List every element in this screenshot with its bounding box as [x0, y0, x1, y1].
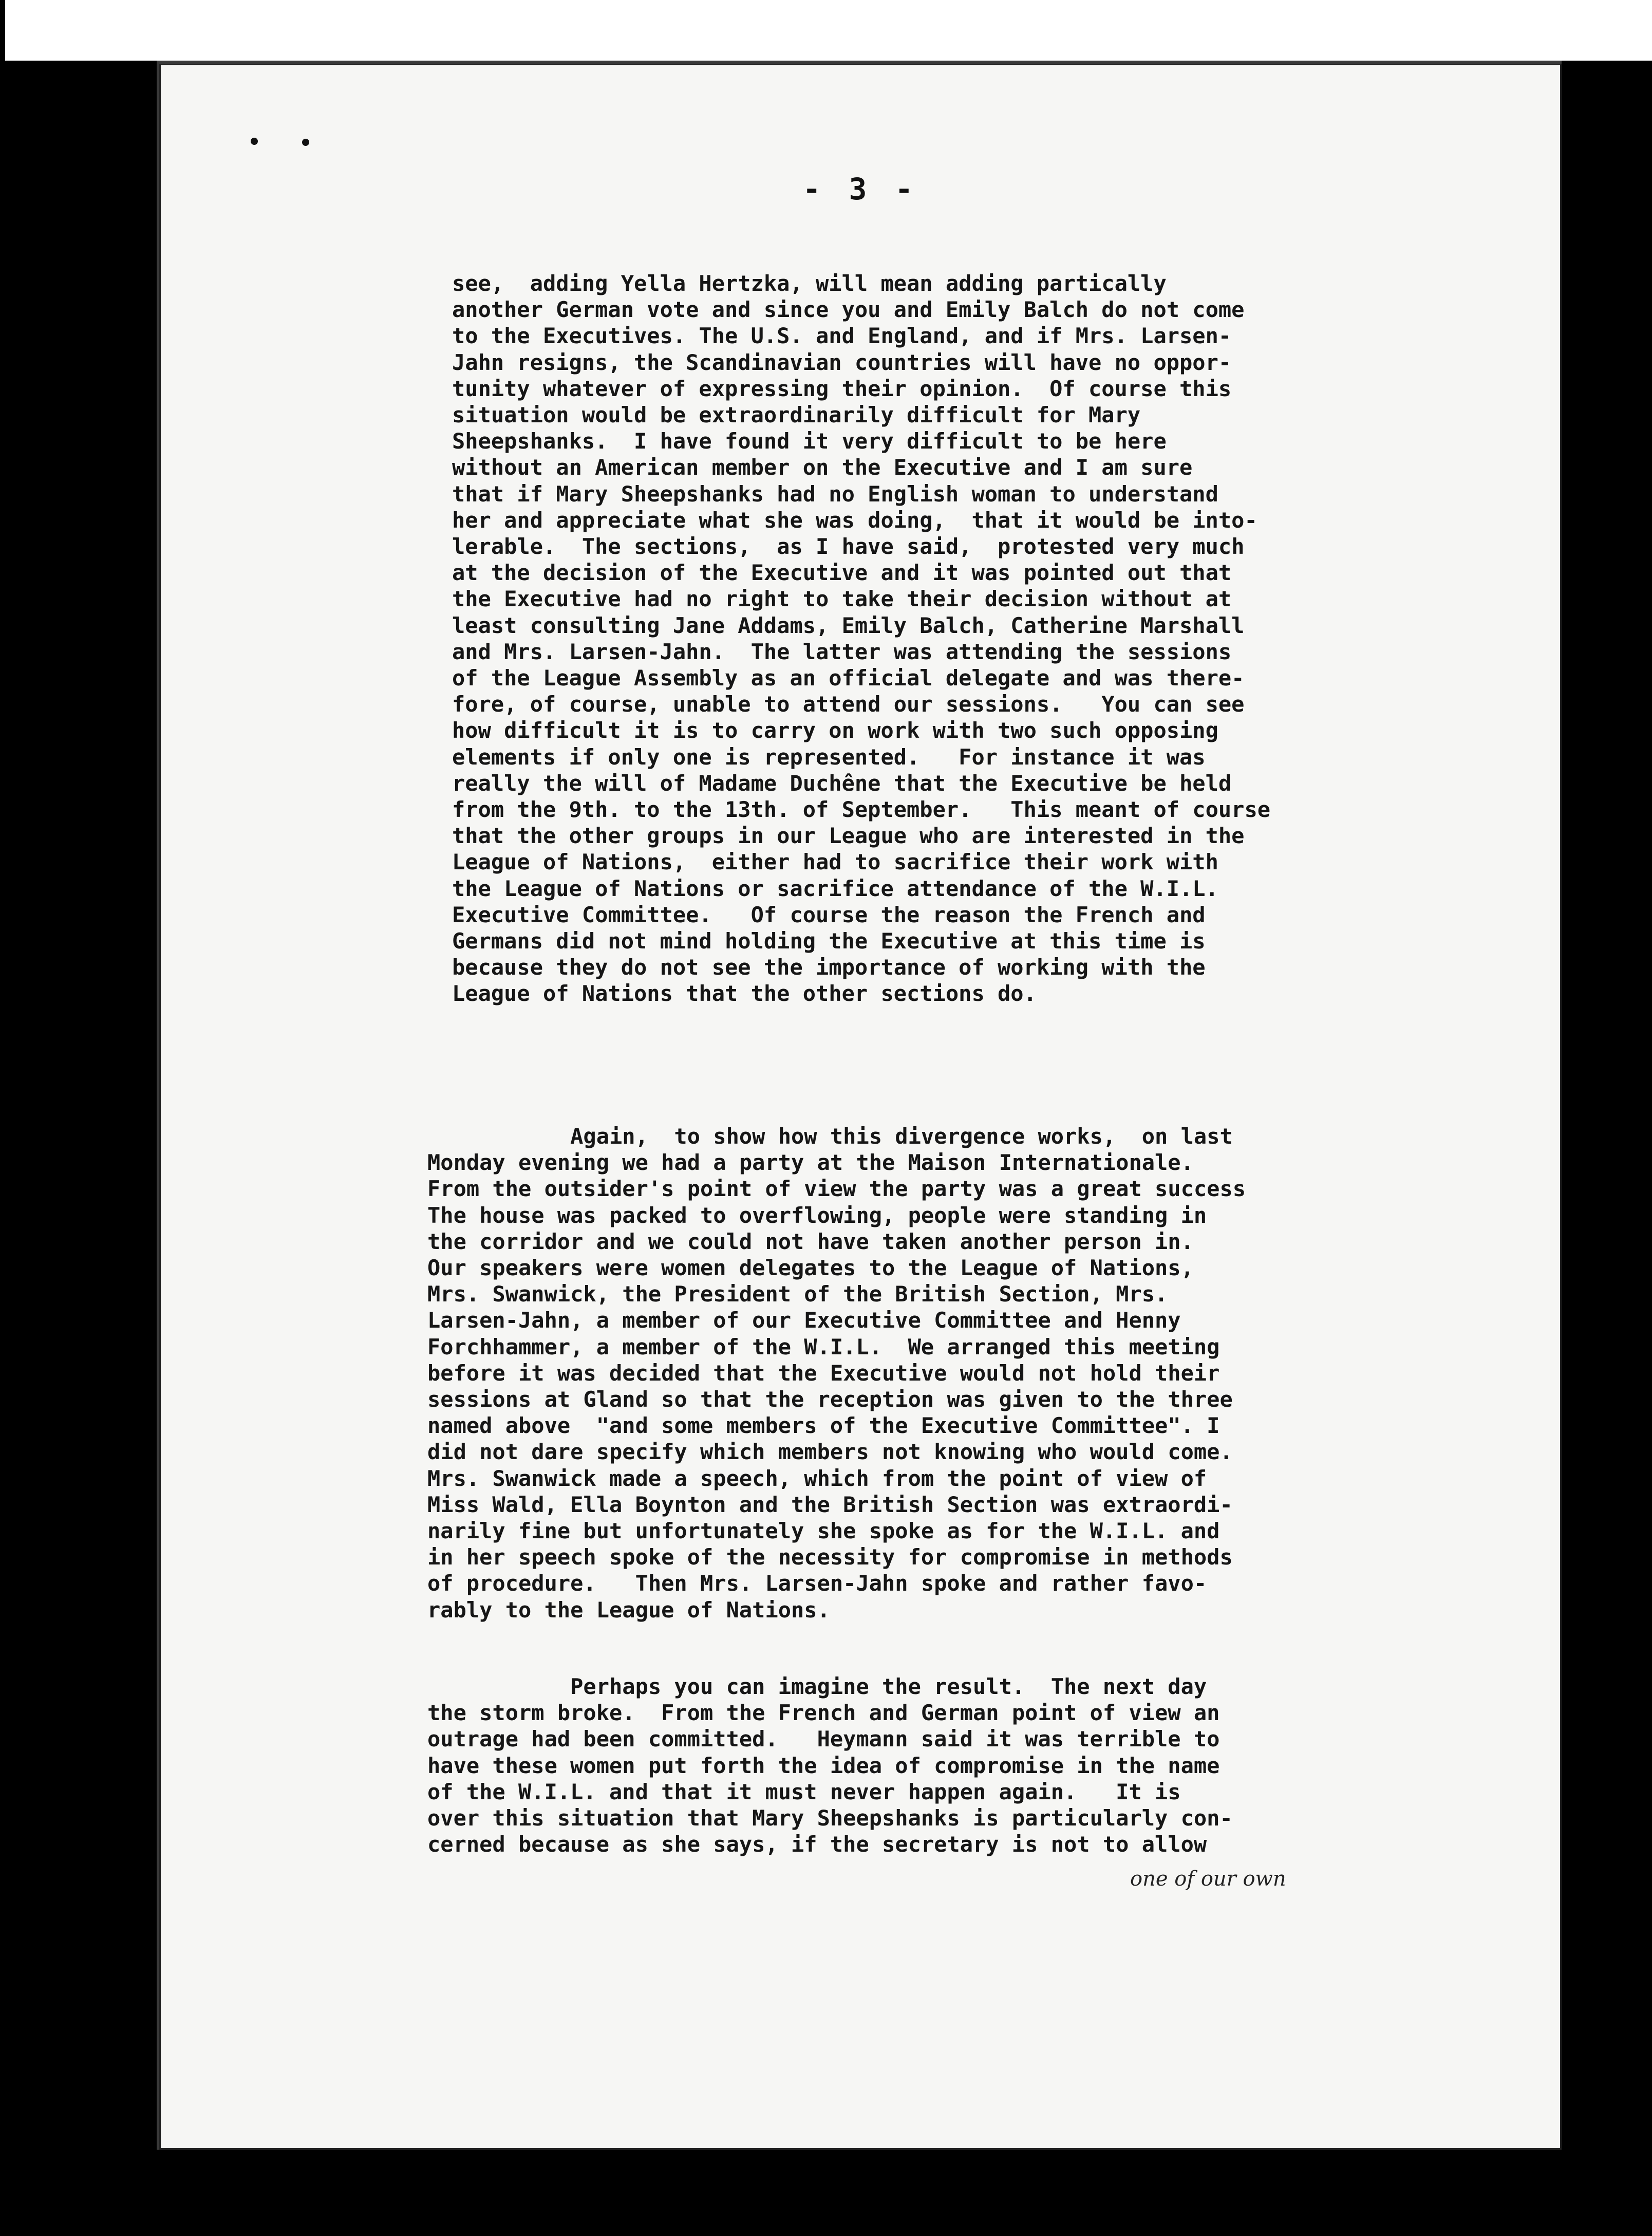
- page-number: - 3 -: [802, 172, 918, 207]
- top-edge: [5, 0, 1652, 61]
- margin-dot: [251, 138, 258, 145]
- handwritten-note: one of our own: [1130, 1867, 1286, 1891]
- document-page: [157, 61, 1562, 2150]
- paragraph-3: Perhaps you can imagine the result. The next day the storm broke. From the French and German point of view an outrage had been committed. Heymann said it was terrible to have these women put forth the idea of compromise in the name of the W.I.L. and that it must never happen again. It is over this situation that Mary Sheepshanks is particularly con- cerned because as she says, if the secretary is not to allow: [427, 1674, 1233, 1857]
- paragraph-1: see, adding Yella Hertzka, will mean adding partically another German vote and since you and Emily Balch do not come to the Executives. The U.S. and England, and if Mrs. Larsen- Jahn resigns, the Scandinavian countries will have no oppor- tunity whatever of expressing their opinion. Of course this situation would be extraordinarily difficult for Mary Sheepshanks. I have found it very difficult to be here without an American member on the Executive and I am sure that if Mary Sheepshanks had no English woman to understand her and appreciate what she was doing, that it would be into- lerable. The sections, as I have said, protested very much at the decision of the Executive and it was pointed out that the Executive had no right to take their decision without at least consulting Jane Addams, Emily Balch, Catherine Marshall and Mrs. Larsen-Jahn. The latter was attending the sessions of the League Assembly as an official delegate and was there- fore, of course, unable to attend our sessions. You can see how difficult it is to carry on work with two such opposing elements if only one is represented. For instance it was really the will of Madame Duchêne that the Executive be held from the 9th. to the 13th. of September. This meant of course that the other groups in our League who are interested in the League of Nations, either had to sacrifice their work with the League of Nations or sacrifice attendance of the W.I.L. Executive Committee. Of course the reason the French and Germans did not mind holding the Executive at this time is because they do not see the importance of working with the League of Nations that the other sections do.: [452, 271, 1271, 1007]
- paragraph-2: Again, to show how this divergence works, on last Monday evening we had a party at the Maison Internationale. From the outsider's point of view the party was a great success The house was packed to overflowing, people were standing in the corridor and we could not have taken another person in. Our speakers were women delegates to the League of Nations, Mrs. Swanwick, the President of the British Section, Mrs. Larsen-Jahn, a member of our Executive Committee and Henny Forchhammer, a member of the W.I.L. We arranged this meeting before it was decided that the Executive would not hold their sessions at Gland so that the reception was given to the three named above "and some members of the Executive Committee". I did not dare specify which members not knowing who would come. Mrs. Swanwick made a speech, which from the point of view of Miss Wald, Ella Boynton and the British Section was extraordi- narily fine but unfortunately she spoke as for the W.I.L. and in her speech spoke of the necessity for compromise in methods of procedure. Then Mrs. Larsen-Jahn spoke and rather favo- rably to the League of Nations.: [427, 1124, 1246, 1623]
- margin-dot: [302, 139, 309, 146]
